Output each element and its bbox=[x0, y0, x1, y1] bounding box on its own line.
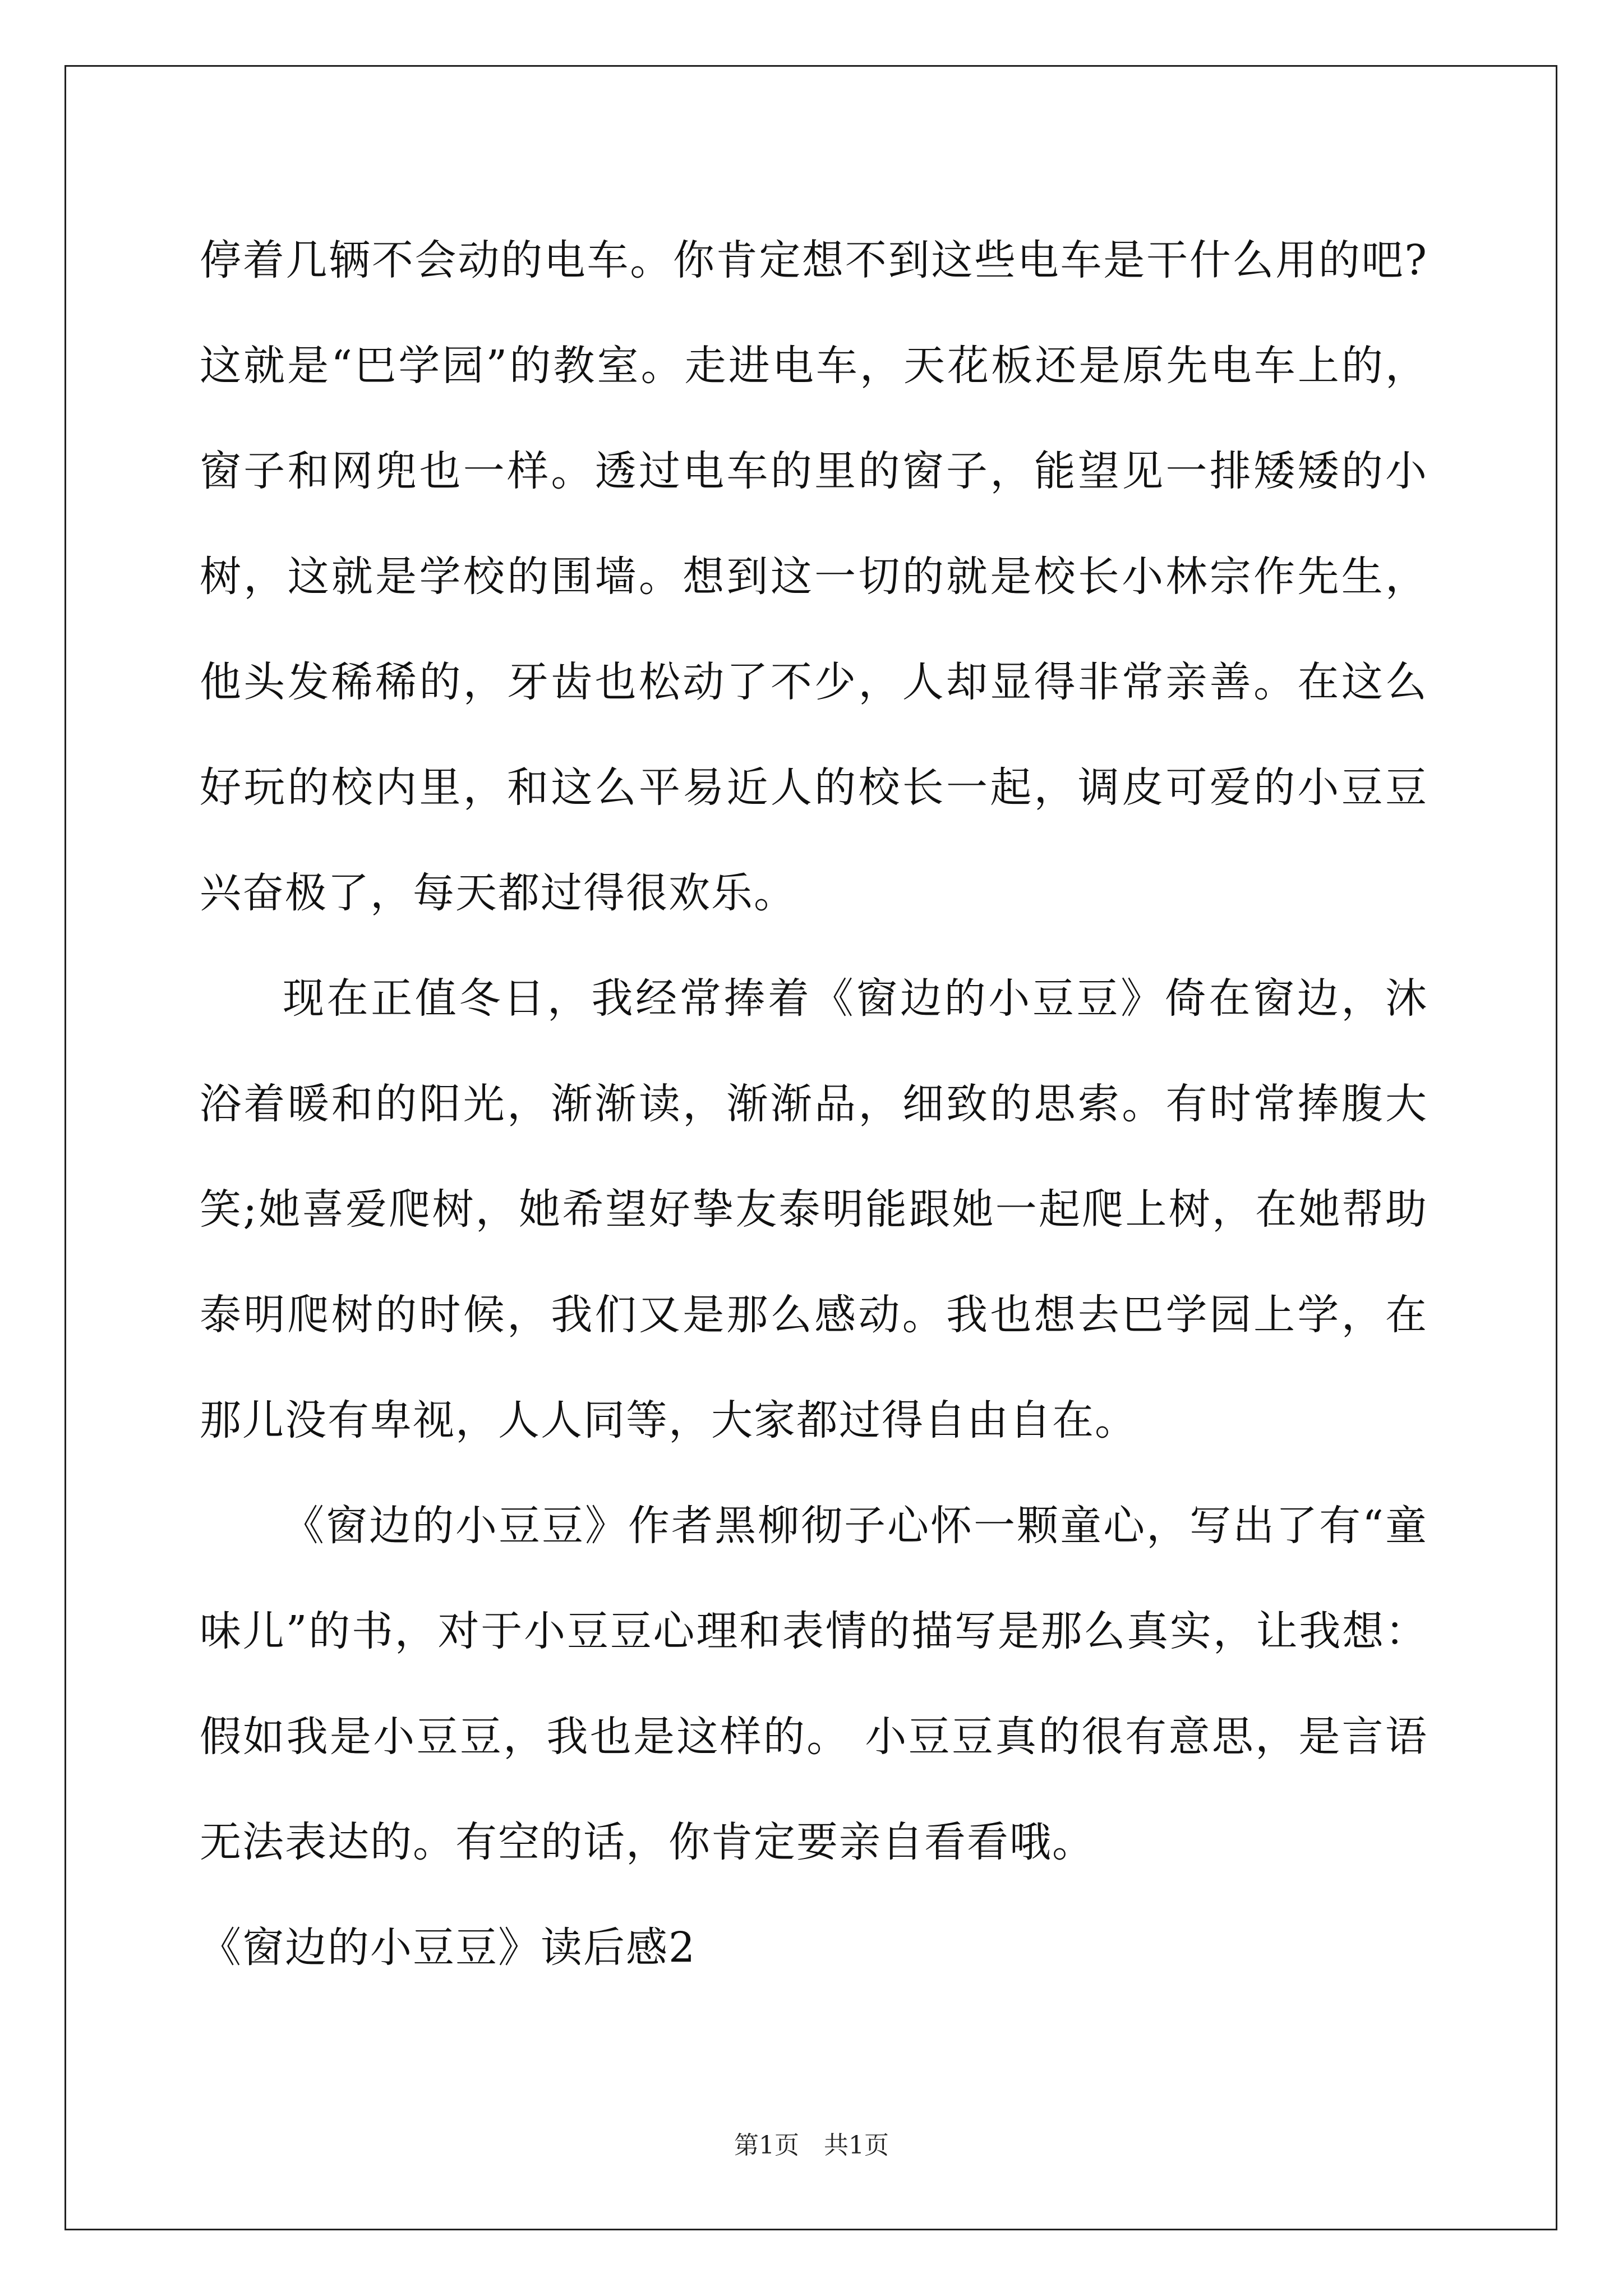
paragraph-3: 《窗边的小豆豆》作者黑柳彻子心怀一颗童心，写出了有“童味儿”的书，对于小豆豆心理和表情的描写是那么真实，让我想：假如我是小豆豆，我也是这样的。 小豆豆真的很有意思，是言语无法表达的。有空的话，你肯定要亲自看看哦。 bbox=[200, 1502, 1428, 1866]
paragraph-2: 现在正值冬日，我经常捧着《窗边的小豆豆》倚在窗边，沐浴着暖和的阳光，渐渐读，渐渐品，细致的思索。有时常捧腹大笑;她喜爱爬树，她希望好挚友泰明能跟她一起爬上树，在她帮助泰明爬树的时候，我们又是那么感动。我也想去巴学园上学，在那儿没有卑视，人人同等，大家都过得自由自在。 bbox=[200, 974, 1428, 1444]
page-footer: 第1页 共1页 bbox=[734, 2131, 889, 2160]
section-heading: 《窗边的小豆豆》读后感2 bbox=[200, 1924, 697, 1972]
paragraph-1: 停着几辆不会动的电车。你肯定想不到这些电车是干什么用的吧?这就是“巴学园”的教室。走进电车，天花板还是原先电车上的，窗子和网兜也一样。透过电车的里的窗子，能望见一排矮矮的小树，这就是学校的围墙。想到这一切的就是校长小林宗作先生，他头发稀稀的，牙齿也松动了不少，人却显得非常亲善。在这么好玩的校内里，和这么平易近人的校长一起，调皮可爱的小豆豆兴奋极了，每天都过得很欢乐。 bbox=[200, 236, 1428, 917]
document-body bbox=[200, 208, 1428, 2000]
